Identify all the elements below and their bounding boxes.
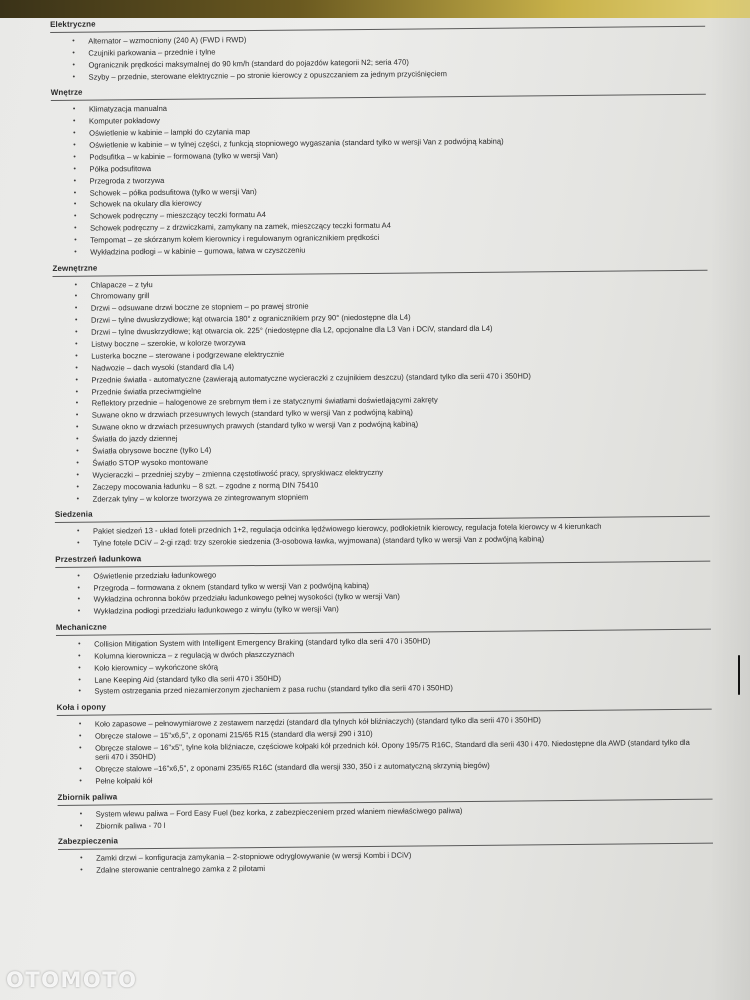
list-item: • Tylne fotele DCiV – 2-gi rząd: trzy szerokie siedzenia (3-osobowa ławka, wyjmowana) (standard tylko w wersji Van z podwójną kabiną) <box>55 533 715 549</box>
item-list <box>53 274 715 504</box>
section-title: Przestrzeń ładunkowa <box>55 553 142 564</box>
list-item: • System ostrzegania przed niezamierzonym zjechaniem z pasa ruchu (standard tylko dla serii 470 i 350HD) <box>56 681 716 697</box>
list-item: • Listwy boczne – szerokie, w kolorze tworzywa <box>53 334 713 350</box>
section <box>56 617 717 697</box>
list-item: • Przegroda – formowana z oknem (standard tylko w wersji Van z podwójną kabiną) <box>55 577 715 593</box>
list-item: • Obręcze stalowe – 16"x5", tylne koła bliźniacze, częściowe kołpaki kół przednich kół. Opony 195/75 R16C, Standard dla serii 430 i 470. Niedostępne dla AWD (standard tylko dla serii 470 i 350HD) <box>57 738 695 763</box>
list-item: • Lusterka boczne – sterowane i podgrzewane elektrycznie <box>53 346 713 362</box>
list-item: • Światło STOP wysoko montowane <box>54 453 714 469</box>
list-item: • Lane Keeping Aid (standard tylko dla serii 470 i 350HD) <box>56 669 716 685</box>
list-item: • Oświetlenie przedziału ładunkowego <box>55 565 715 581</box>
list-item: • Suwane okno w drzwiach przesuwnych lewych (standard tylko w wersji Van z podwójną kabiną) <box>54 405 714 421</box>
item-list <box>57 714 718 787</box>
section-title: Zabezpieczenia <box>57 836 119 847</box>
section-title: Zbiornik paliwa <box>57 792 118 802</box>
list-item: • Zamki drzwi – konfiguracja zamykania – 2-stopniowe odryglowywanie (w wersji Kombi i DCiV) <box>58 848 718 864</box>
list-item: • Zderzak tylny – w kolorze tworzywa ze zintegrowanym stopniem <box>55 488 715 504</box>
item-list <box>55 521 715 549</box>
list-item: • Przednie światła - automatyczne (zawierają automatyczne wycieraczki z czujnikiem deszczu) (standard tylko dla serii 470 i 350HD) <box>53 369 713 385</box>
section-heading <box>58 831 713 850</box>
list-item: • Alternator – wzmocniony (240 A) (FWD i RWD) <box>50 31 710 47</box>
item-list <box>58 848 718 876</box>
section <box>50 14 711 83</box>
watermark-logo: OTOMOTO <box>6 968 138 992</box>
section-title: Mechaniczne <box>55 622 107 632</box>
list-item: • Nadwozie – dach wysoki (standard dla L4) <box>53 357 713 373</box>
section <box>51 82 713 258</box>
list-item: • Szyby – przednie, sterowane elektrycznie – po stronie kierowcy z opuszczaniem za jednym przyciśnięciem <box>51 66 711 82</box>
list-item: • Kolumna kierownicza – z regulacją w dwóch płaszczyznach <box>56 645 716 661</box>
list-item: • Koło kierownicy – wykończone skórą <box>56 657 716 673</box>
list-item: • Światła obrysowe boczne (tylko L4) <box>54 441 714 457</box>
section <box>55 504 715 549</box>
section-heading <box>51 82 706 101</box>
list-item: • Oświetlenie w kabinie – w tylnej części, z funkcją stopniowego wygaszania (standard tylko w wersji Van z podwójną kabiną) <box>51 135 711 151</box>
list-item: • Oświetlenie w kabinie – lampki do czytania map <box>51 123 711 139</box>
list-item: • Przegroda z tworzywa <box>52 170 712 186</box>
section <box>58 831 718 876</box>
section-heading <box>55 504 710 523</box>
list-item: • Zdalne sterowanie centralnego zamka z 2 pilotami <box>58 860 718 876</box>
page-shadow <box>710 0 750 1000</box>
list-item: • Schowek na okulary dla kierowcy <box>52 194 712 210</box>
section-heading <box>57 787 712 806</box>
list-item: • Podsufitka – w kabinie – formowana (tylko w wersji Van) <box>51 146 711 162</box>
list-item: • Schowek podręczny – mieszczący teczki formatu A4 <box>52 206 712 222</box>
list-item: • Drzwi – tylne dwuskrzydłowe; kąt otwarcia ok. 225° (niedostępne dla L2, opcjonalne dla L3 Van i DCiV, standard dla L4) <box>53 322 713 338</box>
section <box>52 257 714 504</box>
item-list <box>50 31 710 83</box>
list-item: • Tempomat – ze skórzanym kołem kierownicy i regulowanym ogranicznikiem prędkości <box>52 230 712 246</box>
section-title: Elektryczne <box>50 19 96 29</box>
spec-sheet <box>50 8 718 878</box>
item-list <box>51 99 712 258</box>
section-title: Koła i opony <box>56 702 106 713</box>
list-item: • Półka podsufitowa <box>51 158 711 174</box>
section-title: Wnętrze <box>50 87 83 98</box>
section-heading <box>55 548 710 567</box>
section-heading <box>57 697 712 716</box>
item-list <box>56 634 717 697</box>
item-list <box>58 803 718 831</box>
section-heading <box>50 14 705 33</box>
section-heading <box>52 257 707 276</box>
section <box>57 697 718 787</box>
list-item: • Zbiornik paliwa - 70 l <box>58 815 718 831</box>
list-item: • Suwane okno w drzwiach przesuwnych prawych (standard tylko w wersji Van z podwójną kabiną) <box>54 417 714 433</box>
section-title: Zewnętrzne <box>52 263 98 273</box>
section-heading <box>56 617 711 636</box>
list-item: • Chromowany grill <box>53 286 713 302</box>
list-item: • Obręcze stalowe –16"x6,5", z oponami 235/65 R16C (standard dla wersji 330, 350 i z automatyczną skrzynią biegów) <box>57 759 717 775</box>
list-item: • Koło zapasowe – pełnowymiarowe z zestawem narzędzi (standard dla tylnych kół bliźniaczych) (standard tylko dla serii 470 i 350HD) <box>57 714 717 730</box>
list-item: • Drzwi – tylne dwuskrzydłowe; kąt otwarcia 180° z ogranicznikiem przy 90° (niedostępne dla L4) <box>53 310 713 326</box>
list-item: • Wykładzina podłogi – w kabinie – gumowa, łatwa w czyszczeniu <box>52 242 712 258</box>
list-item: • Zaczepy mocowania ładunku – 8 szt. – zgodne z normą DIN 75410 <box>54 476 714 492</box>
list-item: • Czujniki parkowania – przednie i tylne <box>50 43 710 59</box>
list-item: • Komputer pokładowy <box>51 111 711 127</box>
list-item: • Klimatyzacja manualna <box>51 99 711 115</box>
item-list <box>55 565 715 617</box>
list-item: • System wlewu paliwa – Ford Easy Fuel (bez korka, z zabezpieczeniem przed wlaniem niewłaściwego paliwa) <box>58 803 718 819</box>
list-item: • Reflektory przednie – halogenowe ze srebrnym tłem i ze statycznymi światłami doświetlającymi zakręty <box>54 393 714 409</box>
list-item: • Drzwi – odsuwane drzwi boczne ze stopniem – po prawej stronie <box>53 298 713 314</box>
list-item: • Schowek – półka podsufitowa (tylko w wersji Van) <box>52 182 712 198</box>
list-item: • Obręcze stalowe – 15"x6,5", z oponami 215/65 R15 (standard dla wersji 290 i 310) <box>57 726 717 742</box>
section <box>55 548 716 617</box>
list-item: • Wykładzina podłogi przedziału ładunkowego z winylu (tylko w wersji Van) <box>56 601 716 617</box>
section <box>57 786 717 831</box>
pencil-mark <box>738 655 740 695</box>
list-item: • Wykładzina ochronna boków przedziału ładunkowego pełnej wysokości (tylko w wersji Van) <box>56 589 716 605</box>
list-item: • Chlapacze – z tyłu <box>53 274 713 290</box>
list-item: • Pełne kołpaki kół <box>57 771 717 787</box>
list-item: • Schowek podręczny – z drzwiczkami, zamykany na zamek, mieszczący teczki formatu A4 <box>52 218 712 234</box>
list-item: • Światła do jazdy dziennej <box>54 429 714 445</box>
list-item: • Wycieraczki – przedniej szyby – zmienna częstotliwość pracy, spryskiwacz elektryczny <box>54 464 714 480</box>
section-title: Siedzenia <box>54 509 93 520</box>
list-item: • Pakiet siedzeń 13 - układ foteli przednich 1+2, regulacja odcinka lędźwiowego kierowcy, podłokietnik kierowcy, regulacja fotela kierowcy w 4 kierunkach <box>55 521 715 537</box>
list-item: • Ogranicznik prędkości maksymalnej do 90 km/h (standard do pojazdów kategorii N2; seria 470) <box>50 54 710 70</box>
list-item: • Collision Mitigation System with Intelligent Emergency Braking (standard tylko dla serii 470 i 350HD) <box>56 634 716 650</box>
list-item: • Przednie światła przeciwmgielne <box>54 381 714 397</box>
